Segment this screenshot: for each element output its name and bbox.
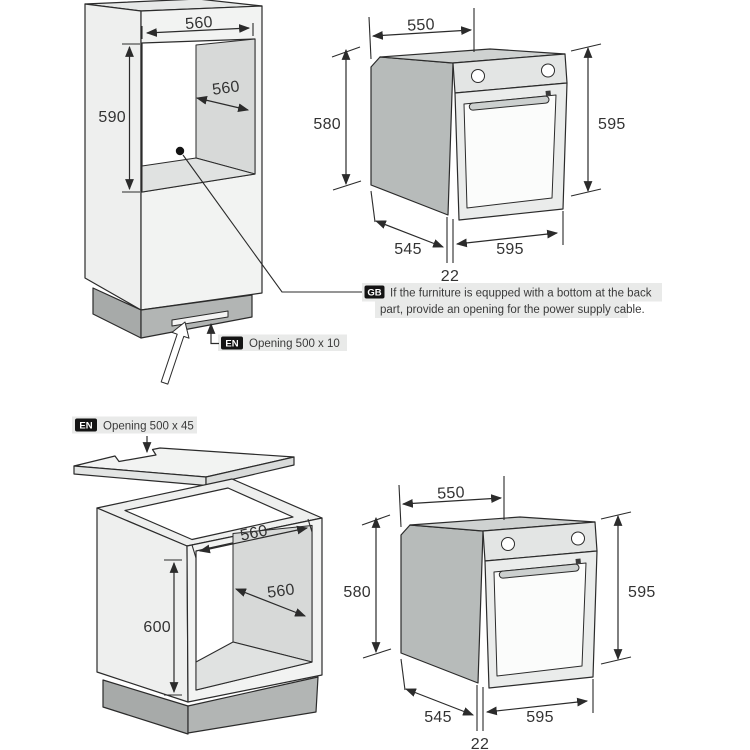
oven-door-glass	[464, 95, 556, 208]
en-opening-bottom-label	[72, 417, 197, 453]
dim-label: 595	[598, 116, 626, 133]
dim-label: 590	[98, 109, 126, 126]
dim-label: 550	[406, 16, 436, 35]
dim-label: 595	[628, 584, 656, 601]
dim-oven-side-height	[343, 515, 391, 658]
oven-door-glass	[494, 563, 586, 676]
dim-label: 22	[440, 268, 460, 285]
oven-knob-right	[542, 64, 555, 77]
dim-oven-door-overhang	[441, 217, 459, 285]
en-label-arrow	[211, 324, 219, 344]
dim-label: 560	[266, 581, 296, 602]
dim-label: 595	[496, 241, 524, 258]
dim-oven-front-height	[601, 512, 656, 664]
dim-label: 545	[394, 241, 422, 258]
en-label-text: Opening 500 x 45	[103, 420, 194, 433]
gb-note-line2: part, provide an opening for the power supply cable.	[380, 304, 645, 316]
callout-dot	[176, 147, 184, 155]
tall-cabinet-figure	[85, 0, 362, 384]
dim-oven-door-overhang	[471, 685, 489, 750]
tall-cabinet-left-panel	[85, 4, 141, 310]
dim-label: 560	[184, 13, 214, 34]
dim-label: 545	[424, 709, 452, 726]
en-label-text: Opening 500 x 10	[249, 338, 340, 350]
en-badge-label: EN	[79, 420, 93, 432]
oven-door-hinge-mark	[576, 559, 581, 564]
base-cabinet-figure	[97, 479, 322, 734]
worktop-slab	[74, 448, 294, 486]
dim-label: 595	[526, 709, 554, 726]
gb-note-line1: If the furniture is equpped with a bottom at the back	[390, 287, 652, 300]
dim-label: 580	[343, 584, 371, 601]
dim-oven-side-height	[313, 47, 361, 190]
dim-oven-front-height	[571, 44, 626, 196]
oven-knob-left	[472, 70, 485, 83]
dim-label: 550	[436, 484, 466, 503]
dim-label: 560	[211, 78, 241, 99]
tall-cabinet-interior-wall	[196, 39, 255, 174]
oven-door-hinge-mark	[546, 91, 551, 96]
gb-note	[362, 283, 662, 318]
oven-knob-left	[502, 538, 515, 551]
dim-label: 600	[143, 619, 171, 636]
oven-knob-right	[572, 532, 585, 545]
en-badge-label: EN	[225, 338, 239, 350]
oven-side-panel	[371, 57, 453, 215]
dim-label: 22	[470, 736, 490, 750]
dim-label: 580	[313, 116, 341, 133]
oven-bottom-figure	[343, 476, 655, 750]
oven-top-figure	[313, 8, 625, 285]
dim-label: 560	[238, 522, 270, 545]
oven-side-panel	[401, 525, 483, 683]
en-opening-top-label	[211, 324, 347, 351]
gb-badge-label: GB	[367, 287, 382, 299]
